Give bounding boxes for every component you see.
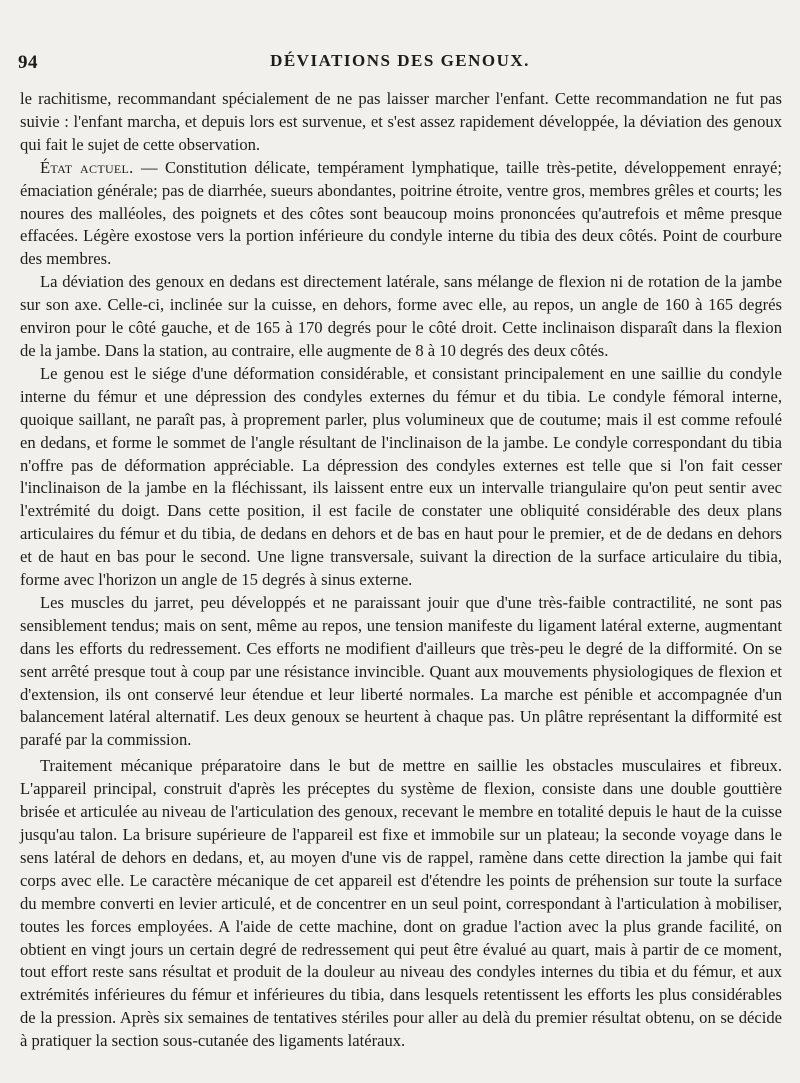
paragraph-6: Traitement mécanique préparatoire dans le but de mettre en saillie les obstacles musculaires et fibreux. L'appareil principal, construit d'après les préceptes du système de flexion, consiste dans une double gouttière brisée et articulée au niveau de l'articulation des genoux, recevant le membre en totalité depuis le haut de la cuisse jusqu'au talon. La brisure supérieure de l'appareil est fixe et immobile sur un plateau; la seconde voyage dans le sens latéral de dehors en dedans, et, au moyen d'une vis de rappel, ramène dans cette direction la jambe qui fait corps avec elle. Le caractère mécanique de cet appareil est d'étendre les points de préhension sur toute la surface du membre converti en levier articulé, et de concentrer en un seul point, correspondant à l'articulation à mobiliser, toutes les forces employées. A l'aide de cette machine, dont on gradue l'action avec la plus grande facilité, on obtient en vingt jours un certain degré de redressement qui peut être évalué au quart, mais à partir de ce moment, tout effort reste sans résultat et produit de la douleur au niveau des condyles internes du tibia et du fémur, et aux extrémités inférieures du fémur et inférieures du tibia, dans lesquels retentissent les efforts les plus considérables de la pression. Après six semaines de tentatives stériles pour aller au delà du premier résultat obtenu, on se décide à pratiquer la section sous-cutanée des ligaments latéraux.	[20, 756, 782, 1051]
paragraph-4: Le genou est le siége d'une déformation considérable, et consistant principalement en une saillie du condyle interne du fémur et une dépression des condyles externes du fémur et du tibia. Le condyle fémoral interne, quoique saillant, ne paraît pas, à proprement parler, plus volumineux que de coutume; mais il est comme refoulé en dedans, et forme le sommet de l'angle résultant de l'inclinaison de la jambe. Le condyle correspondant du tibia n'offre pas de déformation appréciable. La dépression des condyles externes est telle que si l'on fait cesser l'inclinaison de la jambe en la fléchissant, ils laissent entre eux un intervalle triangulaire qu'on peut sentir avec l'extrémité du doigt. Dans cette position, il est facile de constater une obliquité considérable des deux plans articulaires du fémur et du tibia, de dedans en dehors et de bas en haut pour le premier, et de de dedans en dehors et de haut en bas pour le second. Une ligne transversale, suivant la direction de la surface articulaire du tibia, forme avec l'horizon un angle de 15 degrés à sinus externe.	[20, 363, 782, 590]
paragraph-1: le rachitisme, recommandant spécialement de ne pas laisser marcher l'enfant. Cette recommandation ne fut pas suivie : l'enfant marcha, et depuis lors est survenue, et s'est assez rapidement développée, la déviation des genoux qui fait le sujet de cette observation.	[20, 89, 782, 154]
body-text	[20, 88, 782, 1053]
paragraph-5: Les muscles du jarret, peu développés et ne paraissant jouir que d'une très-faible contractilité, ne sont pas sensiblement tendus; mais on sent, même au repos, une tension manifeste du ligament latéral externe, augmentant dans les efforts du redressement. Ces efforts ne modifient d'ailleurs que très-peu le degré de la difformité. On se sent arrêté presque tout à coup par une résistance invincible. Quant aux mouvements physiologiques de flexion et d'extension, ils ont conservé leur étendue et leur liberté normales. La marche est pénible et accompagnée d'un balancement latéral alternatif. Les deux genoux se heurtent à chaque pas. Un plâtre représentant la difformité est parafé par la commission.	[20, 592, 782, 750]
running-title: DÉVIATIONS DES GENOUX.	[270, 51, 530, 70]
paragraph-3: La déviation des genoux en dedans est directement latérale, sans mélange de flexion ni de rotation de la jambe sur son axe. Celle-ci, inclinée sur la cuisse, en dehors, forme avec elle, au repos, un angle de 160 à 165 degrés environ pour le côté gauche, et de 165 à 170 degrés pour le côté droit. Cette inclinaison disparaît dans la flexion de la jambe. Dans la station, au contraire, elle augmente de 8 à 10 degrés des deux côtés.	[20, 272, 782, 360]
section-lead-etat-actuel: État actuel.	[40, 157, 134, 177]
paragraph-2	[20, 157, 782, 272]
paragraph-2-text: — Constitution délicate, tempérament lymphatique, taille très-petite, développement enrayé; émaciation générale; pas de diarrhée, sueurs abondantes, poitrine étroite, ventre gros, membres grêles et courts; les noures des malléoles, des poignets et des côtes sont beaucoup moins prononcées qu'autrefois et même presque effacées. Légère exostose vers la portion inférieure du condyle interne du tibia des deux côtés. Point de courbure des membres.	[20, 157, 782, 269]
page-number: 94	[18, 52, 38, 73]
